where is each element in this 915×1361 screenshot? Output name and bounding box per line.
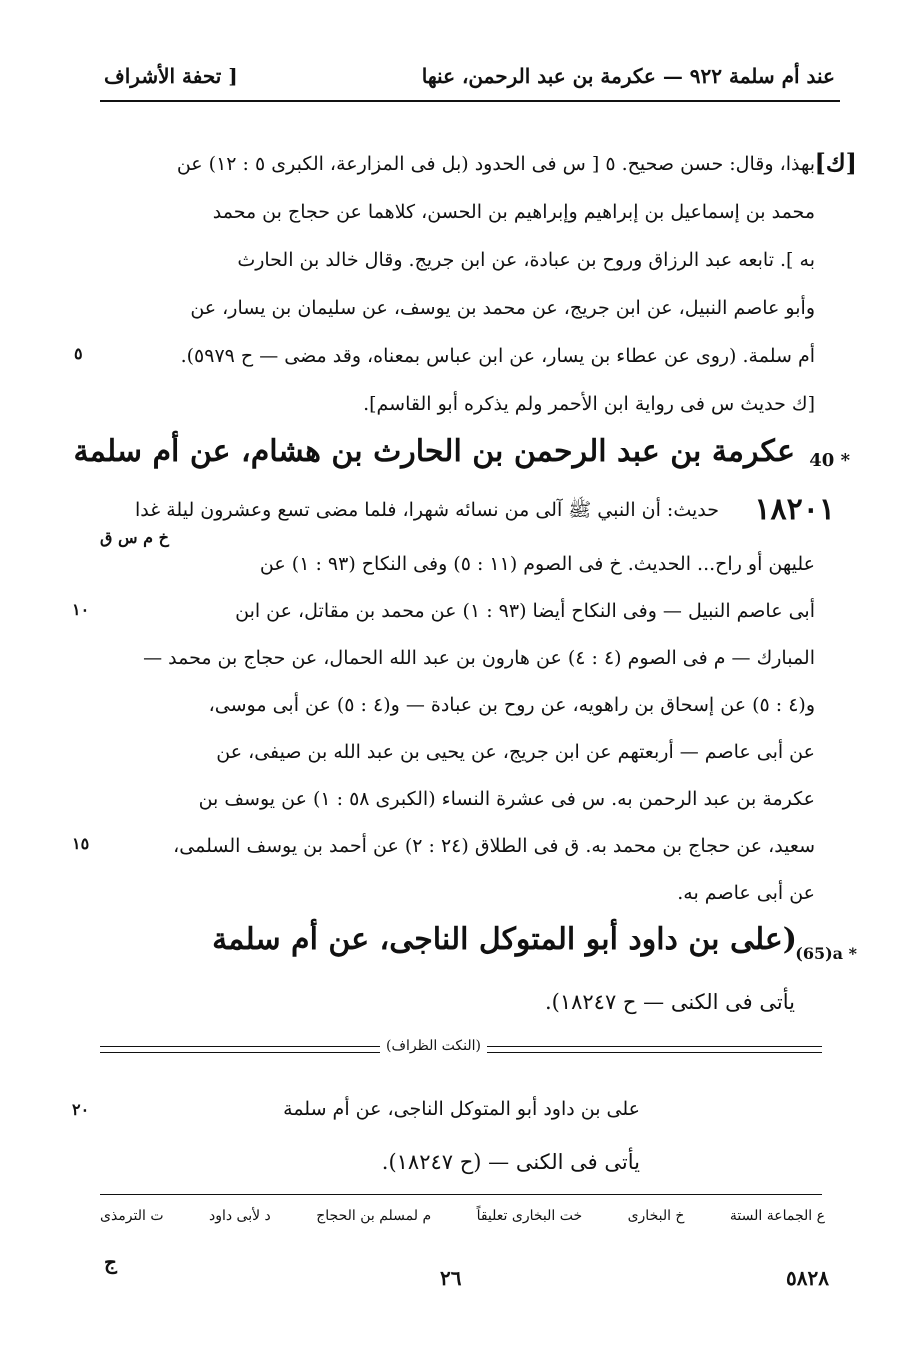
entry-number: 40 [809, 450, 835, 471]
hadith-number: ١٨٢٠١ [754, 492, 835, 527]
text-line: سعيد، عن حجاج بن محمد به. ق فى الطلاق (٢٤ : ٢) عن أحمد بن يوسف السلمى، [173, 835, 815, 857]
line-number-20: ٢٠ [72, 1100, 90, 1119]
legend [100, 1208, 825, 1224]
entry-65-marker [795, 944, 857, 963]
page-number: ٢٦ [440, 1266, 462, 1290]
running-header-left: [ تحفة الأشراف [104, 64, 238, 88]
footer-right-number: ٥٨٢٨ [786, 1266, 829, 1290]
hadith-sigla: خ م س ق [100, 528, 169, 547]
nukat-line-1: على بن داود أبو المتوكل الناجى، عن أم سلمة [283, 1098, 640, 1120]
legend-item: خ البخارى [627, 1208, 685, 1224]
star-icon: * [840, 450, 850, 471]
text-line: أم سلمة. (روى عن عطاء بن يسار، عن ابن عباس بمعناه، وقد مضى — ح ٥٩٧٩). [180, 345, 815, 367]
text-line: وأبو عاصم النبيل، عن ابن جريج، عن محمد بن يوسف، عن سليمان بن يسار، عن [190, 297, 815, 319]
section1-text [100, 146, 815, 434]
entry-40-title: عكرمة بن عبد الرحمن بن الحارث بن هشام، عن أم سلمة [73, 434, 795, 469]
text-line: بهذا، وقال: حسن صحيح. ٥ [ س فى الحدود (بل فى المزارعة، الكبرى ٥ : ١٢) عن [176, 153, 815, 175]
legend-item: ت الترمذى [100, 1208, 164, 1224]
entry-65-subline: يأتى فى الكنى — ح ١٨٢٤٧). [544, 990, 795, 1014]
star-icon: * [848, 944, 857, 963]
entry-40-marker [809, 450, 850, 471]
text-line: [ك حديث س فى رواية ابن الأحمر ولم يذكره أبو القاسم]. [363, 393, 815, 415]
running-header-right: عند أم سلمة ٩٢٢ — عكرمة بن عبد الرحمن، عنها [421, 64, 835, 88]
nukat-line-2: يأتى فى الكنى — (ح ١٨٢٤٧). [381, 1150, 640, 1174]
text-line: أبى عاصم النبيل — وفى النكاح أيضا (٩٣ : ١) عن محمد بن مقاتل، عن ابن [235, 600, 815, 622]
legend-item: م لمسلم بن الحجاج [316, 1208, 432, 1224]
entry-number: (65)a [795, 944, 844, 963]
section-mark: [ك] [814, 148, 857, 177]
text-line: عن أبى عاصم — أربعتهم عن ابن جريج، عن يحيى بن عبد الله بن صيفى، عن [216, 741, 815, 763]
footer-left-mark: ج [104, 1250, 117, 1274]
text-line: عكرمة بن عبد الرحمن به. س فى عشرة النساء (الكبرى ٥٨ : ١) عن يوسف بن [198, 788, 815, 810]
text-line: المبارك — م فى الصوم (٤ : ٤) عن هارون بن عبد الله الحمال، عن حجاج بن محمد — [143, 647, 815, 669]
nukat-label: (النكت الظراف) [380, 1038, 487, 1054]
legend-item: خت البخارى تعليقاً [476, 1208, 583, 1224]
legend-item: ع الجماعة الستة [729, 1208, 825, 1224]
line-number-10: ١٠ [72, 600, 90, 619]
legend-item: د لأبى داود [208, 1208, 271, 1224]
text-line: محمد بن إسماعيل بن إبراهيم وإبراهيم بن الحسن، كلاهما عن حجاج بن محمد [212, 201, 815, 223]
hadith-first-line: حديث: أن النبي ﷺ آلى من نسائه شهرا، فلما مضى تسع وعشرون ليلة غدا [135, 499, 719, 521]
hadith-text [100, 546, 815, 922]
header-rule [100, 100, 840, 102]
text-line: عن أبى عاصم به. [677, 882, 815, 904]
legend-rule [100, 1194, 822, 1195]
line-number-15: ١٥ [72, 834, 90, 853]
text-line: عليهن أو راح... الحديث. خ فى الصوم (١١ : ٥) وفى النكاح (٩٣ : ١) عن [259, 553, 815, 575]
entry-65-title: (على بن داود أبو المتوكل الناجى، عن أم سلمة [212, 922, 797, 957]
line-number-5: ٥ [74, 344, 83, 363]
text-line: به ]. تابعه عبد الرزاق وروح بن عبادة، عن ابن جريج. وقال خالد بن الحارث [237, 249, 815, 271]
text-line: و(٤ : ٥) عن إسحاق بن راهويه، عن روح بن عبادة — و(٤ : ٥) عن أبى موسى، [208, 694, 815, 716]
